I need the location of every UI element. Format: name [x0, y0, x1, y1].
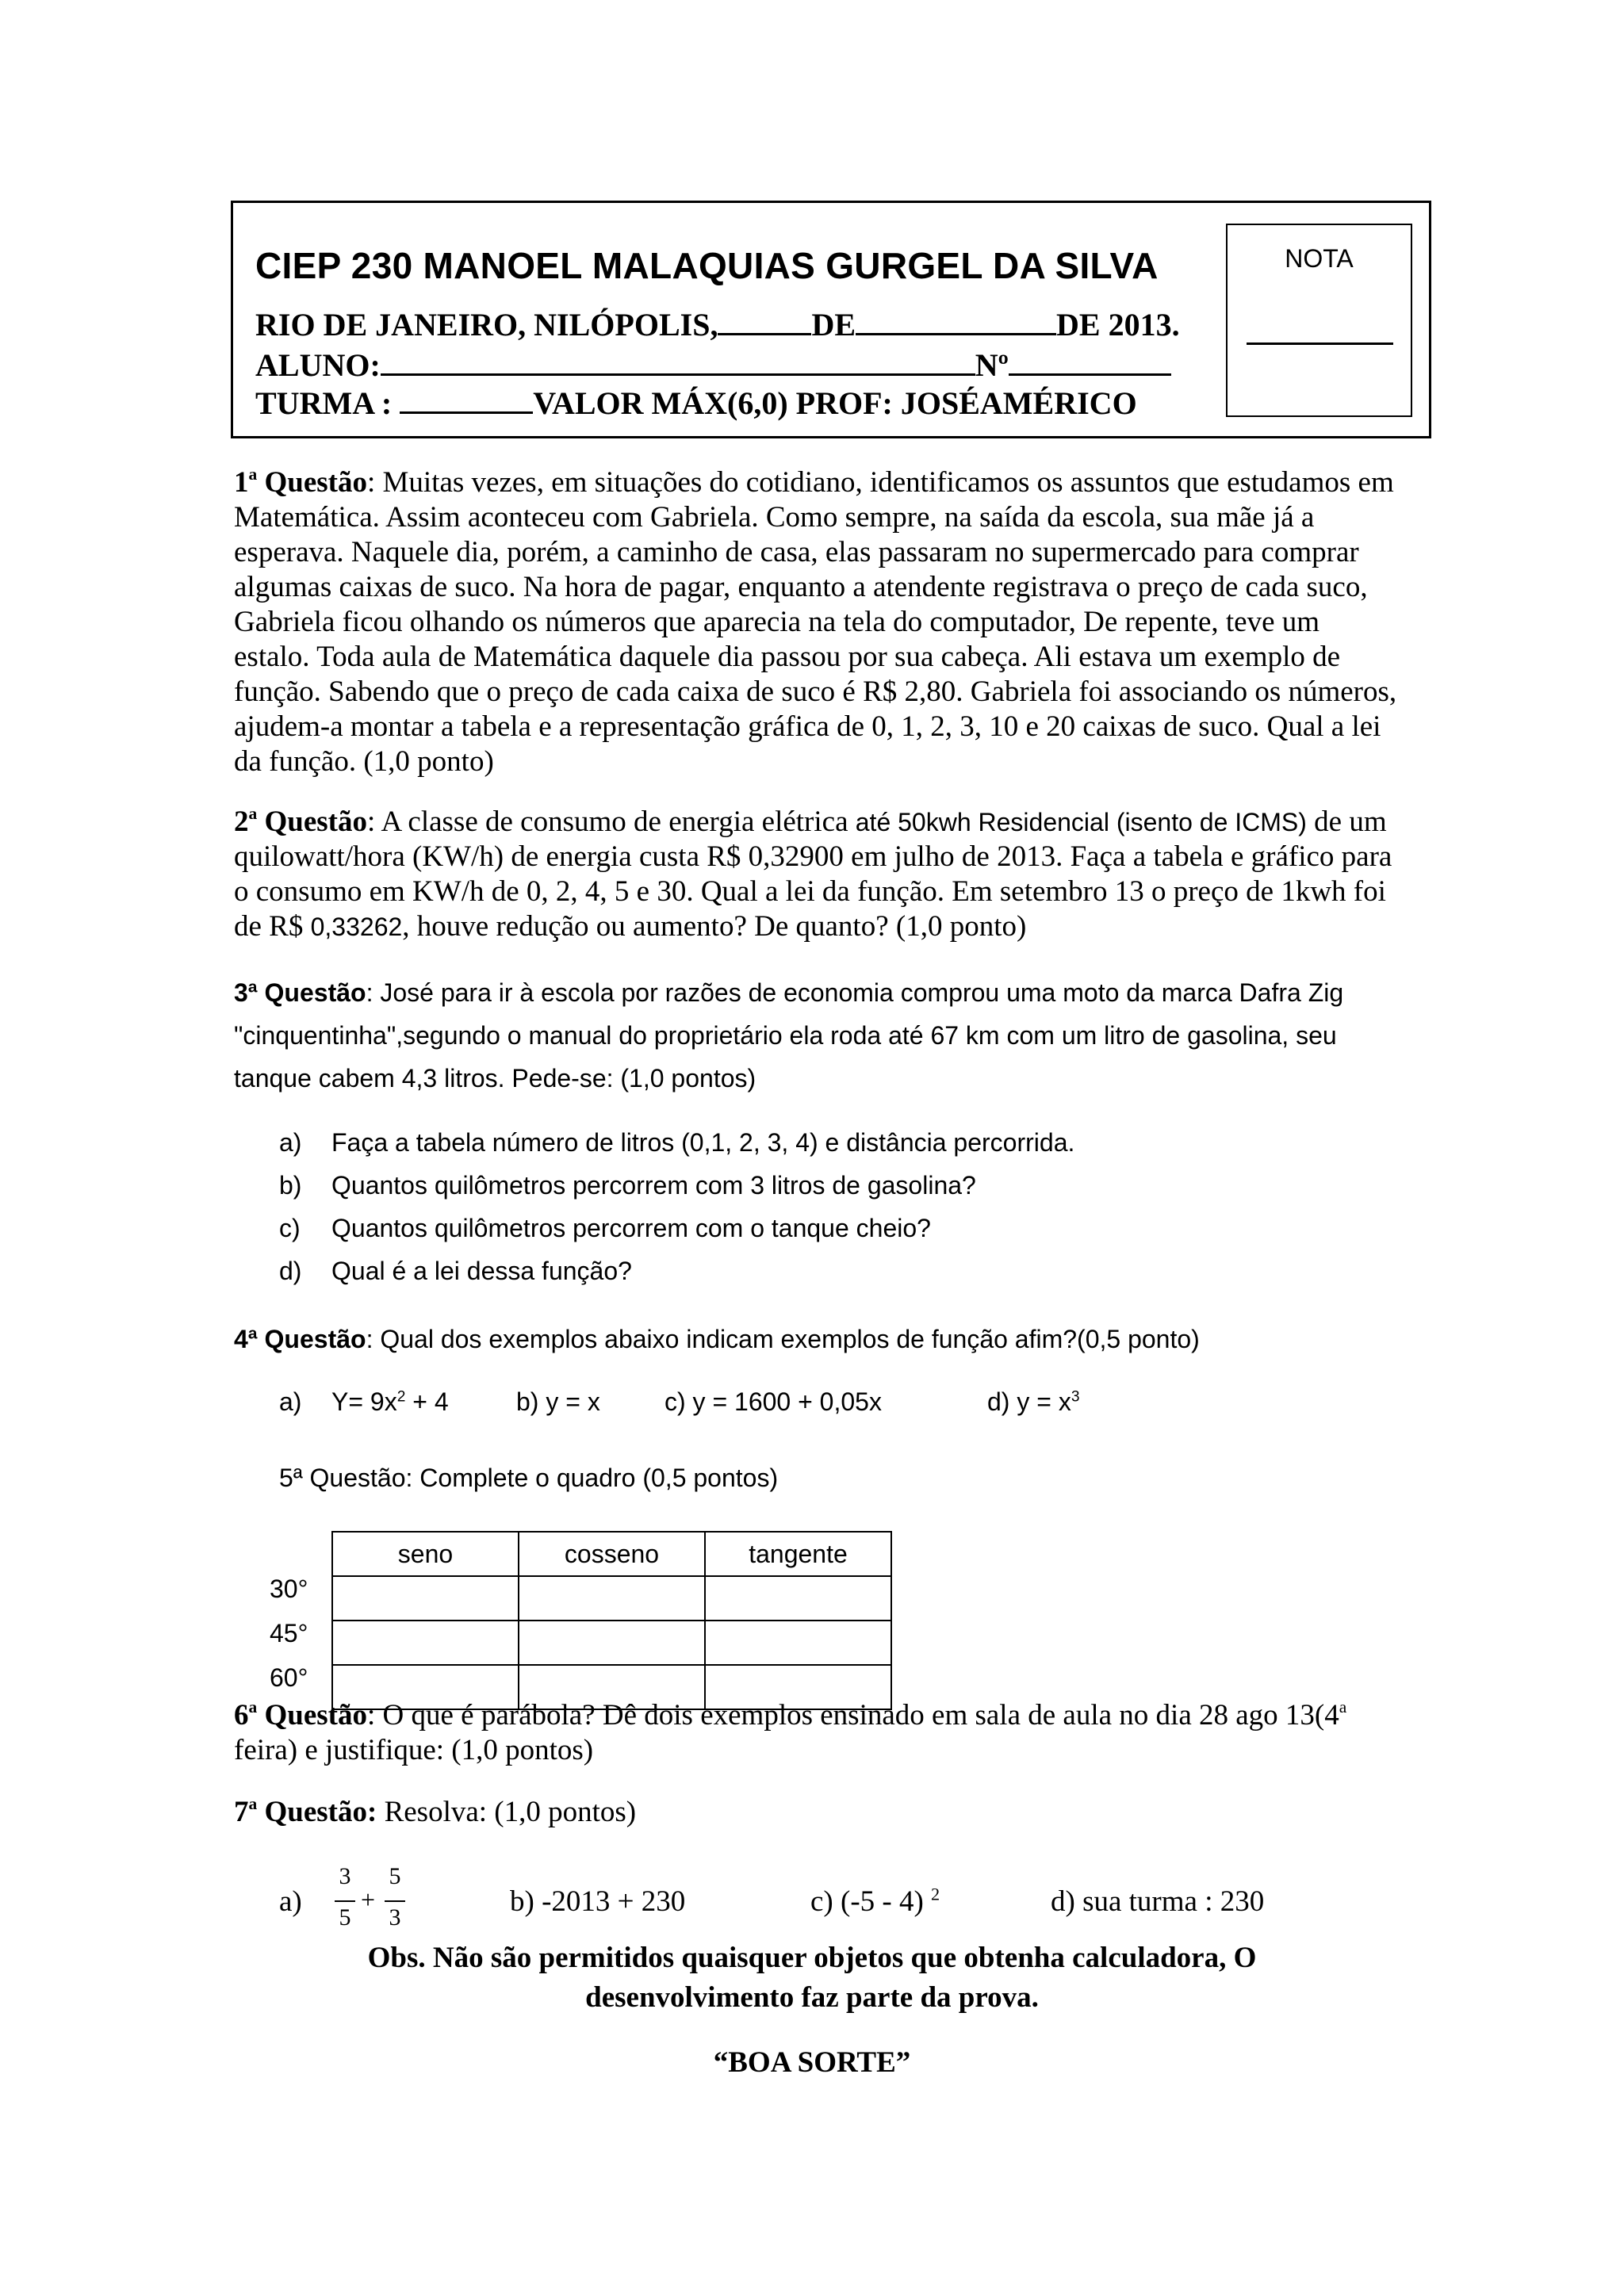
numero-label: Nº: [975, 347, 1009, 383]
q2-text-a: : A classe de consumo de energia elétrica: [366, 806, 856, 838]
question-6: 6$^a$ Questão: O que é parábola? Dê dois exemplos ensinado em sala de aula no dia 28 ago 13(4$^a$ feira) e justifique: (1,0 pontos): [234, 1697, 1347, 1766]
q3-text: : José para ir à escola por razões de economia comprou uma moto da marca Dafra Zig "cinquentinha",segundo o manual do proprietário ela roda até 67 km com um litro de gasolina, seu tanque cabem 4,3 litros. Pede-se: (1,0 pontos): [234, 978, 1344, 1093]
school-name: CIEP 230 MANOEL MALAQUIAS GURGEL DA SILVA: [255, 245, 1159, 286]
angle-30: 30°: [270, 1575, 308, 1603]
place-date-prefix: RIO DE JANEIRO, NILÓPOLIS,: [255, 307, 718, 342]
angle-60: 60°: [270, 1663, 308, 1692]
q3-items: [279, 1121, 1074, 1292]
q7-option-d: d) sua turma : 230: [1051, 1885, 1265, 1918]
date-de-2: DE 2013.: [1056, 307, 1180, 342]
col-seno: seno: [332, 1532, 519, 1576]
numero-blank[interactable]: [1009, 350, 1171, 376]
q2-text-b: de um quilowatt/hora (KW/h) de energia custa R$ 0,32900 em julho de 2013. Faça a tabela e gráfico para o consumo em KW/h de 0, 2, 4, 5 e 30. Qual a lei da função. Em setembro 13 o preço de 1kwh foi de R$: [234, 806, 1392, 943]
table-row: [332, 1576, 891, 1621]
q7-plus: +: [361, 1885, 376, 1914]
frac1-denominator: 5: [339, 1904, 351, 1931]
question-4: [234, 1318, 1408, 1360]
nota-label: NOTA: [1285, 244, 1354, 273]
q6-text: : O que é parábola? Dê dois exemplos ensinado em sala de aula no dia 28 ago 13(4: [366, 1699, 1339, 1732]
q2-text-sans: até 50kwh Residencial (isento de ICMS): [855, 808, 1307, 836]
turma-line: [255, 385, 1137, 422]
q4-option-d: d) $y = x^3$: [987, 1387, 1080, 1416]
frac1-numerator: 3: [339, 1863, 351, 1889]
q4-option-c: c) y = 1600 + 0,05x: [665, 1387, 882, 1416]
nota-box: [1226, 224, 1412, 417]
q1-heading: 1$^a$ Questão: [234, 464, 367, 499]
frac1-bar: [335, 1900, 355, 1902]
q7-option-b: b) -2013 + 230: [510, 1885, 686, 1918]
q2-text-c: , houve redução ou aumento? De quanto? (1,0 ponto): [402, 910, 1027, 943]
col-cosseno: cosseno: [519, 1532, 705, 1576]
valor-prof: VALOR MÁX(6,0) PROF: JOSÉAMÉRICO: [533, 385, 1137, 421]
header-box: [231, 201, 1431, 438]
list-item: a) Faça a tabela número de litros (0,1, 2, 3, 4) e distância percorrida.: [279, 1128, 1075, 1157]
q6-text-2: feira) e justifique: (1,0 pontos): [234, 1734, 594, 1766]
q6-heading: 6$^a$ Questão: [234, 1697, 367, 1732]
q7-option-c: c) (-5 - 4) $^2$: [810, 1884, 940, 1918]
list-item: d) Qual é a lei dessa função?: [279, 1257, 632, 1285]
aluno-label: ALUNO:: [255, 347, 381, 383]
obs-line-1: Obs. Não são permitidos quaisquer objetos que obtenha calculadora, O: [367, 1942, 1257, 1974]
month-blank[interactable]: [856, 309, 1056, 335]
table-row: [332, 1621, 891, 1665]
question-5: 5ª Questão: Complete o quadro (0,5 pontos): [279, 1464, 779, 1492]
question-2: [234, 805, 1400, 944]
q2-text-sans2: 0,33262: [310, 913, 403, 941]
day-blank[interactable]: [718, 309, 811, 335]
frac2-numerator: 5: [389, 1863, 401, 1889]
turma-label: TURMA :: [255, 385, 393, 421]
q4-option-b: b) y = x: [516, 1387, 600, 1416]
col-tangente: tangente: [705, 1532, 891, 1576]
q7-heading: 7$^a$ Questão:: [234, 1793, 377, 1828]
q7-text: Resolva: (1,0 pontos): [377, 1796, 637, 1828]
frac2-denominator: 3: [389, 1904, 401, 1931]
angle-45: 45°: [270, 1619, 308, 1647]
table-header-row: [332, 1532, 891, 1576]
aluno-line: [255, 346, 1171, 384]
closing-text: “BOA SORTE”: [713, 2046, 911, 2079]
aluno-blank[interactable]: [381, 350, 975, 376]
q2-heading: 2$^a$ Questão: [234, 803, 367, 838]
q4-heading: 4ª Questão: [234, 1325, 366, 1353]
question-1: [234, 465, 1400, 779]
q4-text: : Qual dos exemplos abaixo indicam exemplos de função afim?(0,5 ponto): [366, 1325, 1200, 1353]
place-date-line: [255, 306, 1180, 343]
turma-blank[interactable]: [400, 388, 533, 414]
q4-option-a: a) $Y= 9x^2 + 4$: [279, 1387, 449, 1416]
question-3: [234, 971, 1408, 1100]
list-item: b) Quantos quilômetros percorrem com 3 litros de gasolina?: [279, 1171, 976, 1200]
q7-option-a-letter: a): [279, 1885, 302, 1918]
obs-line-2: desenvolvimento faz parte da prova.: [585, 1981, 1039, 2014]
frac2-bar: [385, 1900, 405, 1902]
trig-table: [331, 1531, 892, 1710]
list-item: c) Quantos quilômetros percorrem com o tanque cheio?: [279, 1214, 931, 1242]
q1-text: : Muitas vezes, em situações do cotidiano, identificamos os assuntos que estudamos em Matemática. Assim aconteceu com Gabriela. Como sempre, na saída da escola, sua mãe já a esperava. Naquele dia, porém, a caminho de casa, elas passaram no supermercado para comprar algumas caixas de suco. Na hora de pagar, enquanto a atendente registrava o preço de cada suco, Gabriela ficou olhando os números que aparecia na tela do computador, De repente, teve um estalo. Toda aula de Matemática daquele dia passou por sua cabeça. Ali estava um exemplo de função. Sabendo que o preço de cada caixa de suco é R$ 2,80. Gabriela foi associando os números, ajudem-a montar a tabela e a representação gráfica de 0, 1, 2, 3, 10 e 20 caixas de suco. Qual a lei da função. (1,0 ponto): [234, 466, 1397, 778]
q3-heading: 3ª Questão: [234, 978, 366, 1007]
question-7: [234, 1795, 1400, 1830]
date-de-1: DE: [811, 307, 856, 342]
nota-blank[interactable]: [1247, 342, 1393, 345]
